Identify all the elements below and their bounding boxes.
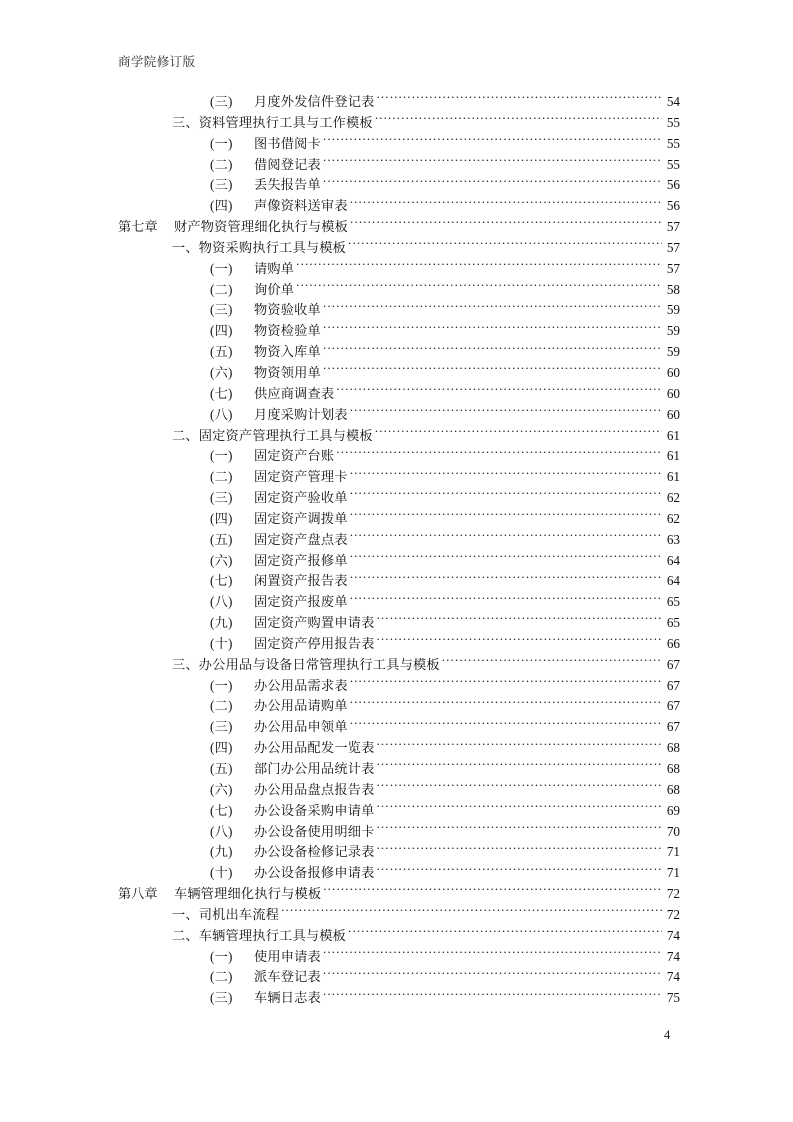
toc-entry-title: 三、资料管理执行工具与工作模板 [172, 114, 373, 130]
toc-entry-page-number: 74 [666, 948, 680, 964]
toc-entry-page-number: 72 [666, 906, 680, 922]
toc-entry-title: 车辆管理细化执行与模板 [174, 886, 322, 902]
toc-entry-title: 办公设备报修申请表 [254, 865, 375, 881]
toc-item-number: (一) [210, 948, 233, 964]
toc-item-number: (七) [210, 573, 233, 589]
toc-dot-leader [323, 968, 662, 981]
toc-entry[interactable] [118, 488, 680, 509]
page-header: 商学院修订版 [118, 55, 196, 69]
toc-dot-leader [377, 843, 663, 856]
toc-item-number: (六) [210, 552, 233, 568]
toc-item-number: (七) [210, 385, 233, 401]
toc-item-number: (二) [210, 698, 233, 714]
toc-entry-title: 月度采购计划表 [254, 406, 348, 422]
toc-entry-page-number: 74 [666, 969, 680, 985]
toc-entry[interactable] [118, 571, 680, 592]
toc-entry-title: 办公设备检修记录表 [254, 844, 375, 860]
toc-dot-leader [323, 989, 662, 1002]
toc-entry-page-number: 71 [666, 865, 680, 881]
toc-entry[interactable] [118, 300, 680, 321]
toc-dot-leader [442, 656, 662, 669]
toc-entry-page-number: 66 [666, 635, 680, 651]
toc-entry[interactable] [118, 613, 680, 634]
toc-dot-leader [350, 489, 662, 502]
table-of-contents [118, 92, 680, 1009]
toc-entry[interactable] [118, 259, 680, 280]
toc-entry-page-number: 71 [666, 844, 680, 860]
toc-dot-leader [377, 614, 663, 627]
toc-entry-title: 一、物资采购执行工具与模板 [172, 239, 347, 255]
toc-chapter-number: 第八章 [118, 886, 158, 902]
toc-chapter-number: 第七章 [118, 219, 158, 235]
toc-entry-page-number: 60 [666, 364, 680, 380]
toc-entry-page-number: 68 [666, 781, 680, 797]
toc-entry-title: 物资领用单 [254, 364, 321, 380]
toc-entry[interactable] [118, 509, 680, 530]
toc-entry[interactable] [118, 467, 680, 488]
toc-entry-title: 物资检验单 [254, 323, 321, 339]
toc-dot-leader [350, 510, 662, 523]
toc-entry-title: 使用申请表 [254, 948, 321, 964]
toc-item-number: (十) [210, 865, 233, 881]
toc-dot-leader [350, 551, 662, 564]
toc-entry[interactable] [118, 280, 680, 301]
toc-item-number: (二) [210, 969, 233, 985]
toc-item-number: (三) [210, 177, 233, 193]
toc-entry[interactable] [118, 947, 680, 968]
toc-item-number: (三) [210, 302, 233, 318]
toc-dot-leader [350, 718, 662, 731]
toc-entry-page-number: 57 [666, 239, 680, 255]
toc-dot-leader [348, 927, 662, 940]
toc-entry[interactable] [118, 926, 680, 947]
toc-entry-title: 固定资产报修单 [254, 552, 348, 568]
toc-dot-leader [323, 322, 662, 335]
toc-entry-page-number: 67 [666, 656, 680, 672]
toc-item-number: (四) [210, 740, 233, 756]
toc-entry-page-number: 75 [666, 990, 680, 1006]
toc-entry-title: 供应商调查表 [254, 385, 335, 401]
toc-entry[interactable] [118, 717, 680, 738]
toc-entry-page-number: 68 [666, 740, 680, 756]
toc-entry-title: 办公用品请购单 [254, 698, 348, 714]
toc-entry-title: 询价单 [254, 281, 295, 297]
toc-entry[interactable] [118, 530, 680, 551]
footer-page-number: 4 [664, 1028, 671, 1042]
toc-item-number: (八) [210, 406, 233, 422]
toc-entry-title: 借阅登记表 [254, 156, 321, 172]
toc-dot-leader [323, 176, 662, 189]
toc-item-number: (八) [210, 823, 233, 839]
toc-entry[interactable] [118, 676, 680, 697]
toc-entry-page-number: 65 [666, 615, 680, 631]
toc-entry-title: 办公设备采购申请单 [254, 802, 375, 818]
toc-entry-title: 办公用品申领单 [254, 719, 348, 735]
toc-item-number: (九) [210, 844, 233, 860]
toc-dot-leader [323, 301, 662, 314]
toc-entry[interactable] [118, 175, 680, 196]
toc-entry-title: 三、办公用品与设备日常管理执行工具与模板 [172, 656, 440, 672]
toc-dot-leader [323, 135, 662, 148]
toc-entry-page-number: 62 [666, 490, 680, 506]
toc-entry[interactable] [118, 967, 680, 988]
toc-item-number: (一) [210, 260, 233, 276]
toc-item-number: (五) [210, 531, 233, 547]
toc-dot-leader [323, 364, 662, 377]
toc-dot-leader [281, 906, 662, 919]
toc-dot-leader [350, 468, 662, 481]
toc-item-number: (四) [210, 510, 233, 526]
toc-entry-page-number: 56 [666, 198, 680, 214]
toc-entry-page-number: 64 [666, 552, 680, 568]
toc-entry[interactable] [118, 884, 680, 905]
toc-dot-leader [350, 405, 662, 418]
toc-item-number: (九) [210, 615, 233, 631]
toc-entry[interactable] [118, 780, 680, 801]
toc-entry-title: 固定资产报废单 [254, 594, 348, 610]
toc-entry[interactable] [118, 801, 680, 822]
toc-dot-leader [377, 760, 663, 773]
toc-entry-page-number: 55 [666, 156, 680, 172]
toc-entry[interactable] [118, 759, 680, 780]
toc-item-number: (四) [210, 198, 233, 214]
toc-entry[interactable] [118, 363, 680, 384]
toc-dot-leader [336, 447, 662, 460]
toc-entry-title: 固定资产盘点表 [254, 531, 348, 547]
toc-entry[interactable] [118, 822, 680, 843]
toc-entry-page-number: 74 [666, 927, 680, 943]
toc-entry[interactable] [118, 113, 680, 134]
toc-entry-page-number: 61 [666, 427, 680, 443]
toc-entry-page-number: 65 [666, 594, 680, 610]
toc-item-number: (六) [210, 364, 233, 380]
toc-dot-leader [336, 385, 662, 398]
toc-entry[interactable] [118, 863, 680, 884]
toc-dot-leader [377, 781, 663, 794]
toc-entry-title: 办公设备使用明细卡 [254, 823, 375, 839]
toc-entry[interactable] [118, 196, 680, 217]
toc-entry-title: 部门办公用品统计表 [254, 761, 375, 776]
toc-entry-page-number: 58 [666, 281, 680, 297]
toc-entry-title: 固定资产管理卡 [254, 469, 348, 485]
toc-entry-title: 派车登记表 [254, 969, 321, 985]
toc-dot-leader [296, 260, 662, 273]
toc-item-number: (二) [210, 469, 233, 485]
toc-dot-leader [375, 114, 662, 127]
toc-dot-leader [350, 572, 662, 585]
toc-entry-title: 办公用品盘点报告表 [254, 781, 375, 797]
toc-entry[interactable] [118, 446, 680, 467]
toc-entry-page-number: 55 [666, 114, 680, 130]
toc-dot-leader [350, 531, 662, 544]
toc-item-number: (三) [210, 490, 233, 506]
toc-dot-leader [350, 593, 662, 606]
toc-entry-title: 一、司机出车流程 [172, 906, 280, 922]
toc-item-number: (二) [210, 156, 233, 172]
toc-entry-title: 固定资产调拨单 [254, 510, 348, 526]
toc-dot-leader [323, 343, 662, 356]
toc-entry-title: 固定资产停用报告表 [254, 635, 375, 651]
toc-entry-title: 图书借阅卡 [254, 135, 321, 151]
toc-dot-leader [348, 239, 662, 252]
toc-dot-leader [323, 947, 662, 960]
toc-dot-leader [377, 635, 663, 648]
toc-entry-page-number: 67 [666, 698, 680, 714]
toc-dot-leader [323, 155, 662, 168]
toc-item-number: (十) [210, 635, 233, 651]
toc-entry[interactable] [118, 634, 680, 655]
toc-item-number: (五) [210, 344, 233, 360]
toc-entry-page-number: 60 [666, 406, 680, 422]
toc-item-number: (三) [210, 719, 233, 735]
toc-entry-title: 办公用品配发一览表 [254, 740, 375, 756]
toc-item-number: (七) [210, 802, 233, 818]
toc-entry-page-number: 55 [666, 135, 680, 151]
toc-dot-leader [296, 280, 662, 293]
toc-entry[interactable] [118, 592, 680, 613]
toc-dot-leader [350, 197, 662, 210]
toc-entry-page-number: 61 [666, 448, 680, 464]
toc-entry[interactable] [118, 696, 680, 717]
toc-entry-page-number: 72 [666, 886, 680, 902]
toc-entry[interactable] [118, 988, 680, 1009]
toc-entry-page-number: 63 [666, 531, 680, 547]
toc-entry[interactable] [118, 738, 680, 759]
toc-entry[interactable] [118, 238, 680, 259]
toc-item-number: (一) [210, 448, 233, 464]
toc-dot-leader [375, 426, 662, 439]
toc-item-number: (六) [210, 781, 233, 797]
toc-dot-leader [377, 93, 663, 106]
toc-item-number: (八) [210, 594, 233, 610]
toc-entry-page-number: 61 [666, 469, 680, 485]
toc-entry[interactable] [118, 92, 680, 113]
toc-item-number: (三) [210, 94, 233, 109]
toc-entry[interactable] [118, 217, 680, 238]
toc-entry-page-number: 60 [666, 385, 680, 401]
toc-entry[interactable] [118, 342, 680, 363]
toc-entry-title: 二、固定资产管理执行工具与模板 [172, 427, 373, 443]
toc-entry-title: 固定资产购置申请表 [254, 615, 375, 631]
toc-entry-title: 声像资料送审表 [254, 198, 348, 214]
toc-dot-leader [323, 885, 662, 898]
toc-entry-title: 物资验收单 [254, 302, 321, 318]
toc-item-number: (五) [210, 761, 233, 776]
toc-item-number: (一) [210, 677, 233, 693]
toc-entry[interactable] [118, 551, 680, 572]
toc-entry-title: 请购单 [254, 260, 295, 276]
toc-entry-title: 办公用品需求表 [254, 677, 348, 693]
toc-entry-title: 车辆日志表 [254, 990, 321, 1006]
toc-entry-page-number: 67 [666, 677, 680, 693]
toc-entry-title: 物资入库单 [254, 344, 321, 360]
toc-entry[interactable] [118, 384, 680, 405]
toc-entry-page-number: 59 [666, 323, 680, 339]
toc-item-number: (四) [210, 323, 233, 339]
toc-entry-page-number: 67 [666, 719, 680, 735]
toc-entry-title: 财产物资管理细化执行与模板 [174, 219, 349, 235]
toc-entry-page-number: 54 [666, 94, 680, 109]
toc-entry[interactable] [118, 426, 680, 447]
toc-item-number: (一) [210, 135, 233, 151]
toc-entry-page-number: 59 [666, 344, 680, 360]
toc-entry[interactable] [118, 321, 680, 342]
toc-entry-title: 丢失报告单 [254, 177, 321, 193]
toc-entry-page-number: 56 [666, 177, 680, 193]
toc-entry-title: 二、车辆管理执行工具与模板 [172, 927, 347, 943]
toc-entry-title: 固定资产台账 [254, 448, 335, 464]
toc-entry-title: 闲置资产报告表 [254, 573, 348, 589]
toc-dot-leader [377, 802, 663, 815]
toc-entry[interactable] [118, 134, 680, 155]
toc-entry[interactable] [118, 155, 680, 176]
toc-entry-page-number: 70 [666, 823, 680, 839]
toc-entry-page-number: 69 [666, 802, 680, 818]
toc-entry[interactable] [118, 405, 680, 426]
toc-entry-page-number: 62 [666, 510, 680, 526]
toc-entry[interactable] [118, 905, 680, 926]
toc-entry-page-number: 57 [666, 219, 680, 235]
toc-entry-page-number: 59 [666, 302, 680, 318]
toc-dot-leader [377, 822, 663, 835]
toc-entry[interactable] [118, 655, 680, 676]
toc-dot-leader [350, 697, 662, 710]
toc-item-number: (二) [210, 281, 233, 297]
toc-dot-leader [350, 676, 662, 689]
toc-entry-page-number: 68 [666, 761, 680, 776]
toc-entry-page-number: 64 [666, 573, 680, 589]
toc-entry[interactable] [118, 842, 680, 863]
toc-dot-leader [377, 739, 663, 752]
toc-entry-title: 月度外发信件登记表 [254, 94, 375, 109]
toc-dot-leader [350, 218, 662, 231]
toc-entry-page-number: 57 [666, 260, 680, 276]
toc-entry-title: 固定资产验收单 [254, 490, 348, 506]
toc-dot-leader [377, 864, 663, 877]
toc-item-number: (三) [210, 990, 233, 1006]
